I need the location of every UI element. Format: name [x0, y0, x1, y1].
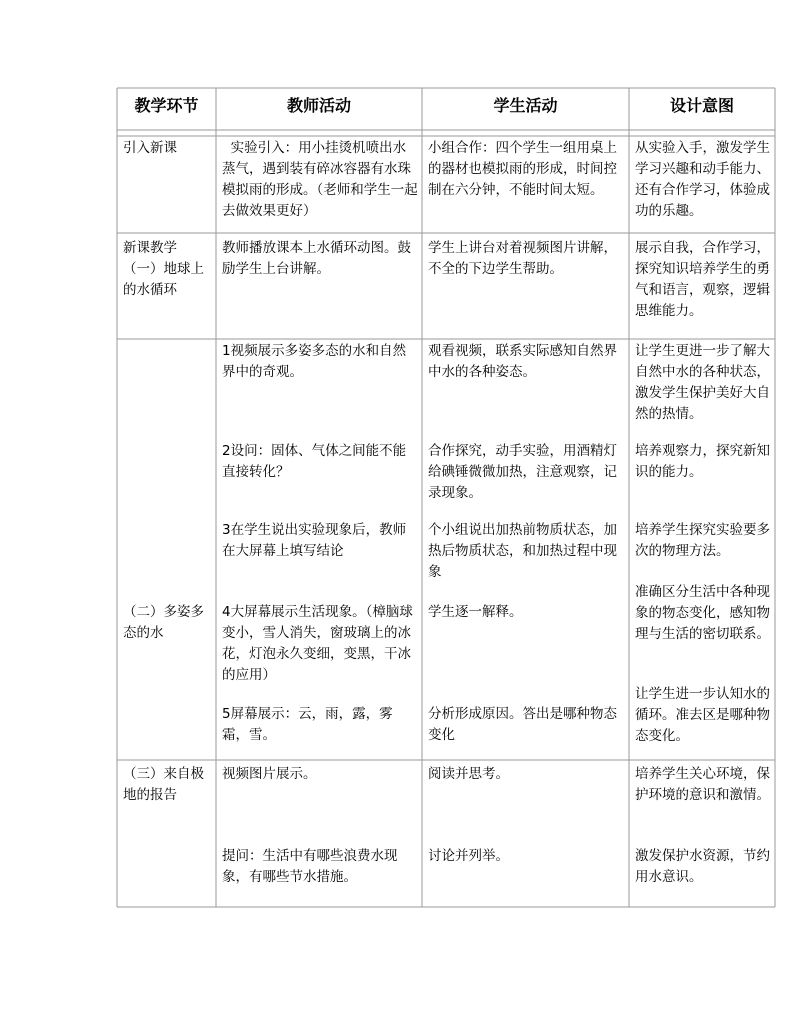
row4-stage: （三）来自极地的报告: [123, 766, 204, 803]
row3-intent-1: 让学生更进一步了解大自然中水的各种状态，激发学生保护美好大自然的热情。: [635, 343, 770, 422]
row1-teacher: 实验引入：用小挂烫机喷出水蒸气，遇到装有碎冰容器有水珠模拟雨的形成。（老师和学生一起去做效果更好）: [222, 140, 418, 219]
row3-student-2: 合作探究，动手实验，用酒精灯给碘锤微微加热，注意观察，记录现象。: [428, 443, 617, 501]
row1-student: 小组合作：四个学生一组用桌上的器材也模拟雨的形成，时间控制在六分钟，不能时间太短。: [428, 140, 617, 198]
header-intent: 设计意图: [669, 96, 734, 115]
row3-teacher-1: 1视频展示多姿多态的水和自然界中的奇观。: [222, 343, 407, 380]
row2-student: 学生上讲台对着视频图片讲解，不全的下边学生帮助。: [428, 240, 617, 277]
row3-intent-4: 准确区分生活中各种现象的物态变化，感知物理与生活的密切联系。: [635, 584, 770, 642]
row3-intent-3: 培养学生探究实验要多次的物理方法。: [635, 522, 770, 559]
row4-intent-1: 培养学生关心环境，保护环境的意识和激情。: [635, 766, 770, 803]
row2-intent: 展示自我，合作学习，探究知识培养学生的勇气和语言，观察，逻辑思维能力。: [635, 240, 770, 319]
row3-student-3: 个小组说出加热前物质状态，加热后物质状态，和加热过程中现象: [428, 522, 617, 580]
header-teacher: 教师活动: [286, 96, 351, 115]
row3-intent-2: 培养观察力，探究新知识的能力。: [635, 443, 770, 480]
row2-stage: 新课教学（一）地球上的水循环: [123, 240, 204, 298]
row2-teacher: 教师播放课本上水循环动图。鼓励学生上台讲解。: [222, 240, 411, 277]
row3-student-4: 学生逐一解释。: [428, 604, 523, 620]
row4-teacher-1: 视频图片展示。: [222, 766, 317, 782]
row3-student-5: 分析形成原因。答出是哪种物态变化: [428, 706, 617, 743]
row3-teacher-5: 5屏幕展示：云，雨，露，雾霜，雪。: [222, 706, 393, 743]
header-student: 学生活动: [493, 96, 558, 115]
row4-student-2: 讨论并列举。: [428, 848, 509, 864]
row3-teacher-4: 4大屏幕展示生活现象。（樟脑球变小，雪人消失，窗玻璃上的冰花，灯泡永久变细，变黑，干冰的应用）: [222, 604, 413, 683]
row1-stage: 引入新课: [123, 140, 177, 156]
row4-teacher-2: 提问：生活中有哪些浪费水现象，有哪些节水措施。: [222, 848, 398, 885]
row3-teacher-3: 3在学生说出实验现象后，教师在大屏幕上填写结论: [222, 522, 407, 559]
row3-student-1: 观看视频，联系实际感知自然界中水的各种姿态。: [428, 343, 617, 380]
row4-intent-2: 激发保护水资源，节约用水意识。: [635, 848, 770, 885]
row3-intent-5: 让学生进一步认知水的循环。准去区是哪种物态变化。: [635, 686, 770, 744]
header-stage: 教学环节: [134, 96, 199, 115]
row4-student-1: 阅读并思考。: [428, 766, 509, 782]
row3-teacher-2: 2设问：固体、气体之间能不能直接转化？: [222, 443, 407, 480]
row3-stage: （二）多姿多态的水: [123, 604, 204, 641]
row1-intent: 从实验入手，激发学生学习兴趣和动手能力、还有合作学习，体验成功的乐趣。: [635, 140, 770, 219]
